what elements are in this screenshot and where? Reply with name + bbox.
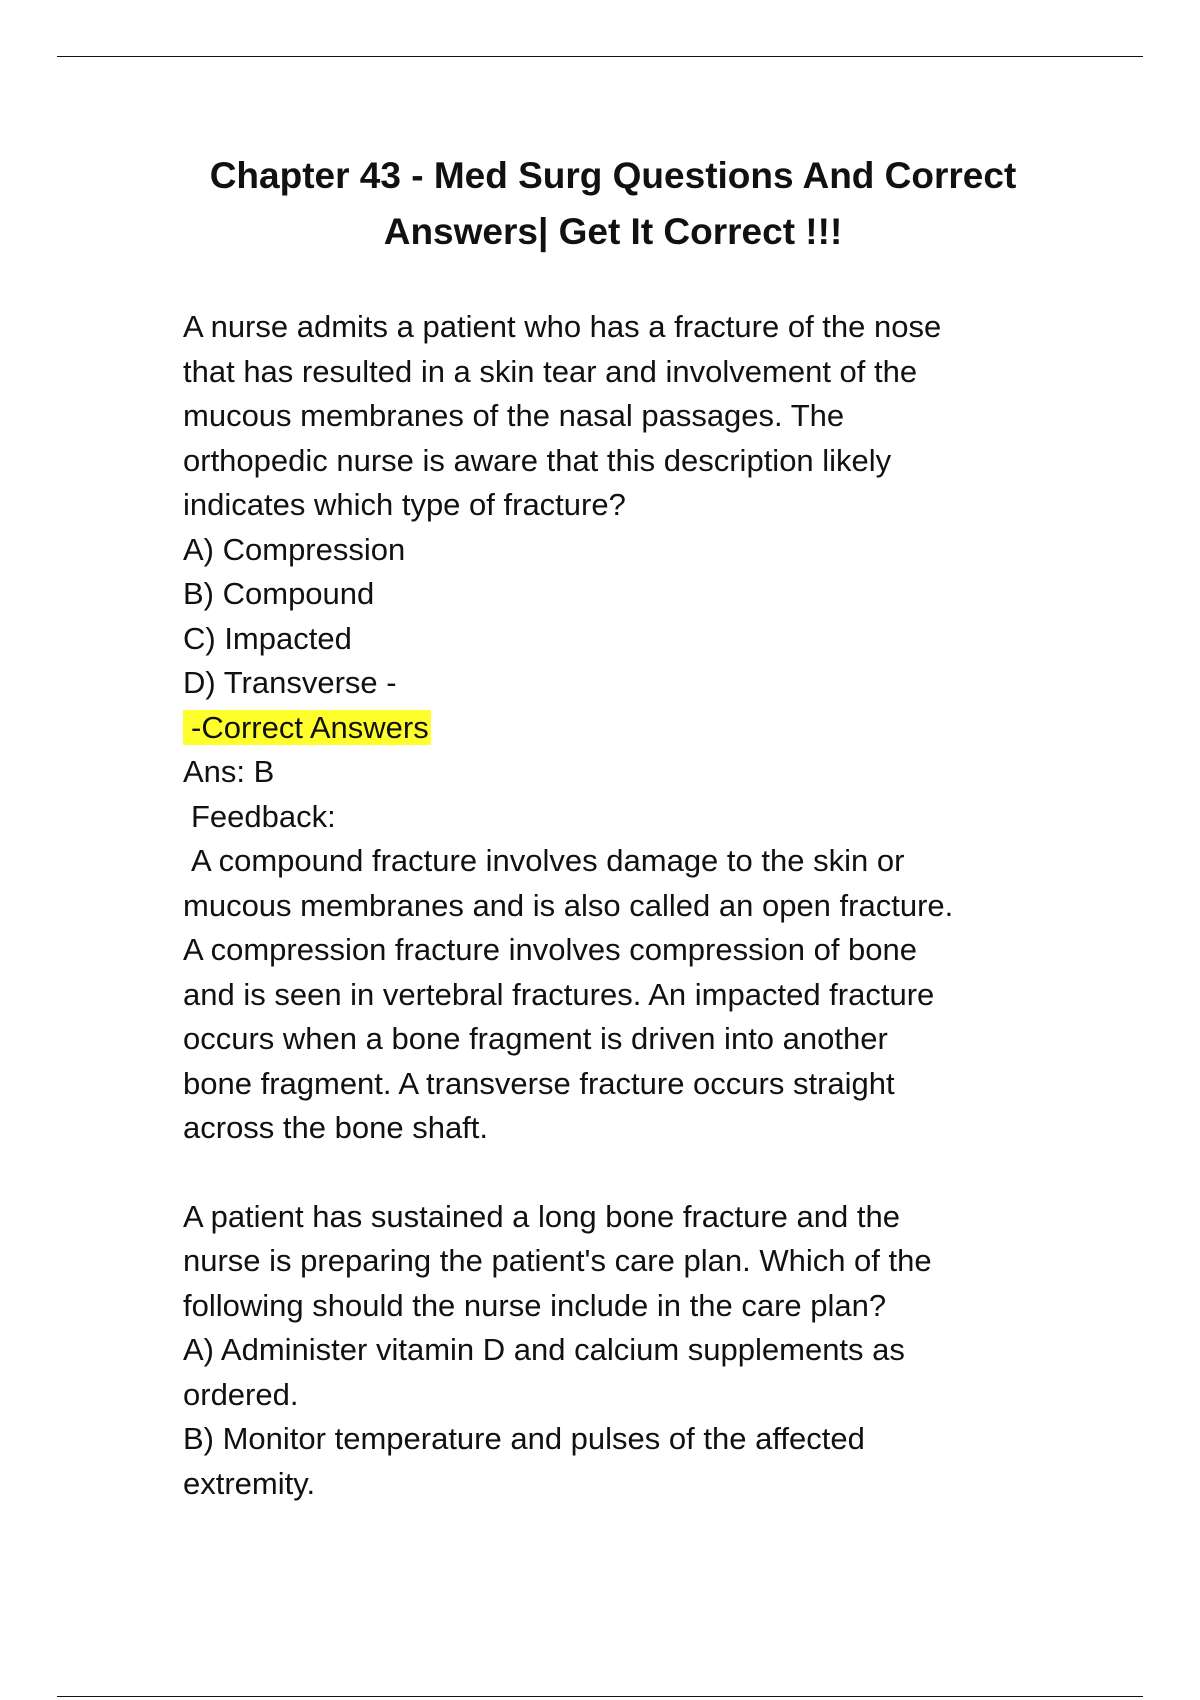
title-line: Answers| Get It Correct !!!: [383, 211, 843, 252]
answer-option: A) Compression: [183, 531, 406, 567]
feedback-line: across the bone shaft.: [183, 1110, 489, 1145]
question-stem-line: A patient has sustained a long bone fracture and the: [183, 1198, 900, 1234]
question-1: [183, 305, 1043, 1151]
question-stem-line: that has resulted in a skin tear and involvement of the: [183, 353, 918, 389]
feedback-line: A compound fracture involves damage to the skin or: [191, 843, 905, 878]
document-body: [183, 148, 1043, 1506]
answer-option: extremity.: [183, 1465, 316, 1501]
bottom-rule: [57, 1696, 1143, 1697]
question-stem-line: mucous membranes of the nasal passages. The: [183, 398, 845, 433]
answer-option: B) Monitor temperature and pulses of the affected: [183, 1421, 865, 1456]
feedback-line: A compression fracture involves compression of bone: [183, 932, 918, 967]
question-stem-line: orthopedic nurse is aware that this description likely: [183, 442, 892, 478]
feedback-line: and is seen in vertebral fractures. An impacted fracture: [183, 976, 935, 1012]
top-rule: [57, 56, 1143, 57]
feedback-label: Feedback:: [191, 798, 336, 834]
feedback-line: bone fragment. A transverse fracture occurs straight: [183, 1065, 895, 1101]
answer-option: A) Administer vitamin D and calcium supplements as: [183, 1332, 905, 1367]
document-title: [183, 148, 1043, 260]
correct-answers-highlight: -Correct Answers: [183, 710, 431, 745]
title-line: Chapter 43 - Med Surg Questions And Correct: [209, 155, 1017, 196]
answer-option: ordered.: [183, 1376, 299, 1412]
question-stem-line: nurse is preparing the patient's care plan. Which of the: [183, 1243, 932, 1278]
answer-option: D) Transverse -: [183, 665, 397, 700]
question-stem-line: indicates which type of fracture?: [183, 487, 626, 522]
question-stem-line: following should the nurse include in the care plan?: [183, 1287, 887, 1323]
answer-key: Ans: B: [183, 754, 275, 789]
answer-option: B) Compound: [183, 576, 375, 611]
feedback-line: occurs when a bone fragment is driven into another: [183, 1021, 888, 1056]
answer-option: C) Impacted: [183, 620, 352, 656]
question-2: [183, 1195, 1043, 1507]
question-stem-line: A nurse admits a patient who has a fracture of the nose: [183, 309, 942, 344]
feedback-line: mucous membranes and is also called an open fracture.: [183, 887, 954, 923]
